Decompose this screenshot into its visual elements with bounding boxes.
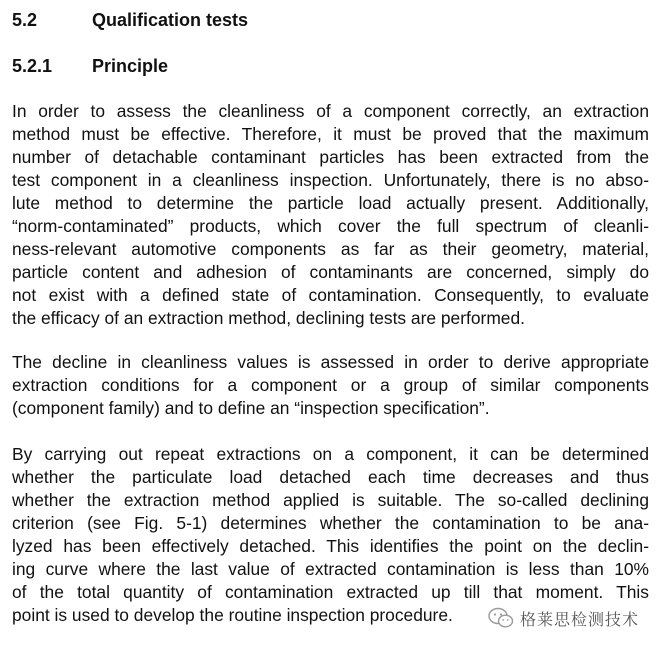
paragraph-line: whether the particulate load detached each time decreases and thus [12, 467, 649, 487]
paragraph-line: The decline in cleanliness values is assessed in order to derive appropriate [12, 352, 649, 372]
paragraph-line: whether the extraction method applied is suitable. The so-called declining [12, 490, 649, 510]
section-number: 5.2 [12, 10, 38, 30]
paragraph-line: By carrying out repeat extractions on a component, it can be determined [12, 444, 649, 464]
subsection-heading [12, 55, 168, 77]
paragraph-line: (component family) and to define an “inspection specification”. [12, 398, 490, 418]
paragraph-line: point is used to develop the routine inspection procedure. [12, 605, 453, 625]
paragraph-2 [12, 351, 649, 420]
paragraph-line: “norm-contaminated” products, which cover the full spectrum of cleanli- [12, 216, 649, 236]
paragraph-line: not exist with a defined state of contamination. Consequently, to evaluate [12, 285, 649, 305]
watermark [488, 605, 639, 631]
section-title: Qualification tests [92, 10, 249, 30]
paragraph-line: criterion (see Fig. 5-1) determines whether the contamination to be ana- [12, 513, 649, 533]
paragraph-line: extraction conditions for a component or a group of similar components [12, 375, 649, 395]
section-heading [12, 9, 248, 31]
paragraph-line: lute method to determine the particle load actually present. Additionally, [12, 193, 649, 213]
paragraph-line: method must be effective. Therefore, it must be proved that the maximum [12, 124, 649, 144]
paragraph-line: of the total quantity of contamination extracted up till that moment. This [12, 582, 649, 602]
paragraph-line: lyzed has been effectively detached. This identifies the point on the declin- [12, 536, 649, 556]
wechat-icon [488, 606, 514, 630]
subsection-number: 5.2.1 [12, 56, 53, 76]
watermark-text: 格莱思检测技术 [520, 609, 640, 629]
paragraph-line: ing curve where the last value of extracted contamination is less than 10% [12, 559, 649, 579]
paragraph-line: test component in a cleanliness inspection. Unfortunately, there is no abso- [12, 170, 649, 190]
paragraph-line: number of detachable contaminant particles has been extracted from the [12, 147, 649, 167]
paragraph-3 [12, 443, 649, 627]
paragraph-line: the efficacy of an extraction method, declining tests are performed. [12, 308, 525, 328]
paragraph-line: particle content and adhesion of contaminants are concerned, simply do [12, 262, 649, 282]
subsection-title: Principle [92, 56, 169, 76]
paragraph-1 [12, 100, 649, 330]
paragraph-line: ness-relevant automotive components as far as their geometry, material, [12, 239, 649, 259]
paragraph-line: In order to assess the cleanliness of a component correctly, an extraction [12, 101, 649, 121]
